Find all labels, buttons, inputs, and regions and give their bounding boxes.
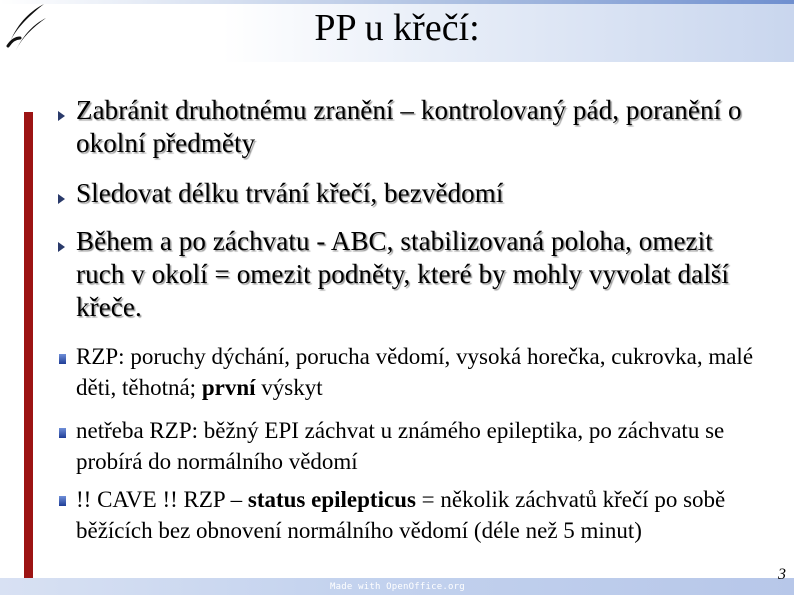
list-item-text: netřeba RZP: běžný EPI záchvat u známého epileptika, po záchvatu se probírá do normálního vědomí	[76, 418, 725, 474]
list-item	[76, 225, 752, 324]
square-bullet-icon	[59, 496, 66, 506]
list-item-text: Během a po záchvatu - ABC, stabilizovaná poloha, omezit ruch v okolí = omezit podněty, které by mohly vyvolat další křeče.	[76, 226, 730, 322]
list-item	[76, 415, 756, 477]
page-number: 3	[778, 566, 786, 583]
triangle-bullet-icon	[58, 111, 65, 121]
list-item	[76, 341, 756, 403]
square-bullet-icon	[59, 354, 66, 364]
list-item-text: Zabránit druhotnému zranění – kontrolovaný pád, poranění o okolní předměty	[76, 95, 742, 158]
square-bullet-icon	[59, 428, 66, 438]
triangle-bullet-icon	[58, 242, 65, 252]
list-item-text: Sledovat délku trvání křečí, bezvědomí	[76, 178, 504, 208]
list-item	[76, 94, 776, 160]
slide-title: PP u křečí:	[314, 7, 480, 49]
triangle-bullet-icon	[58, 194, 65, 204]
list-item	[76, 177, 776, 210]
list-item-text: RZP: poruchy dýchání, porucha vědomí, vysoká horečka, cukrovka, malé děti, těhotná; první výskyt	[76, 344, 754, 400]
footer-credit: Made with OpenOffice.org	[330, 582, 465, 592]
list-item	[76, 484, 756, 546]
list-item-text: !! CAVE !! RZP – status epilepticus = několik záchvatů křečí po sobě běžících bez obnovení normálního vědomí (déle než 5 minut)	[76, 487, 726, 543]
